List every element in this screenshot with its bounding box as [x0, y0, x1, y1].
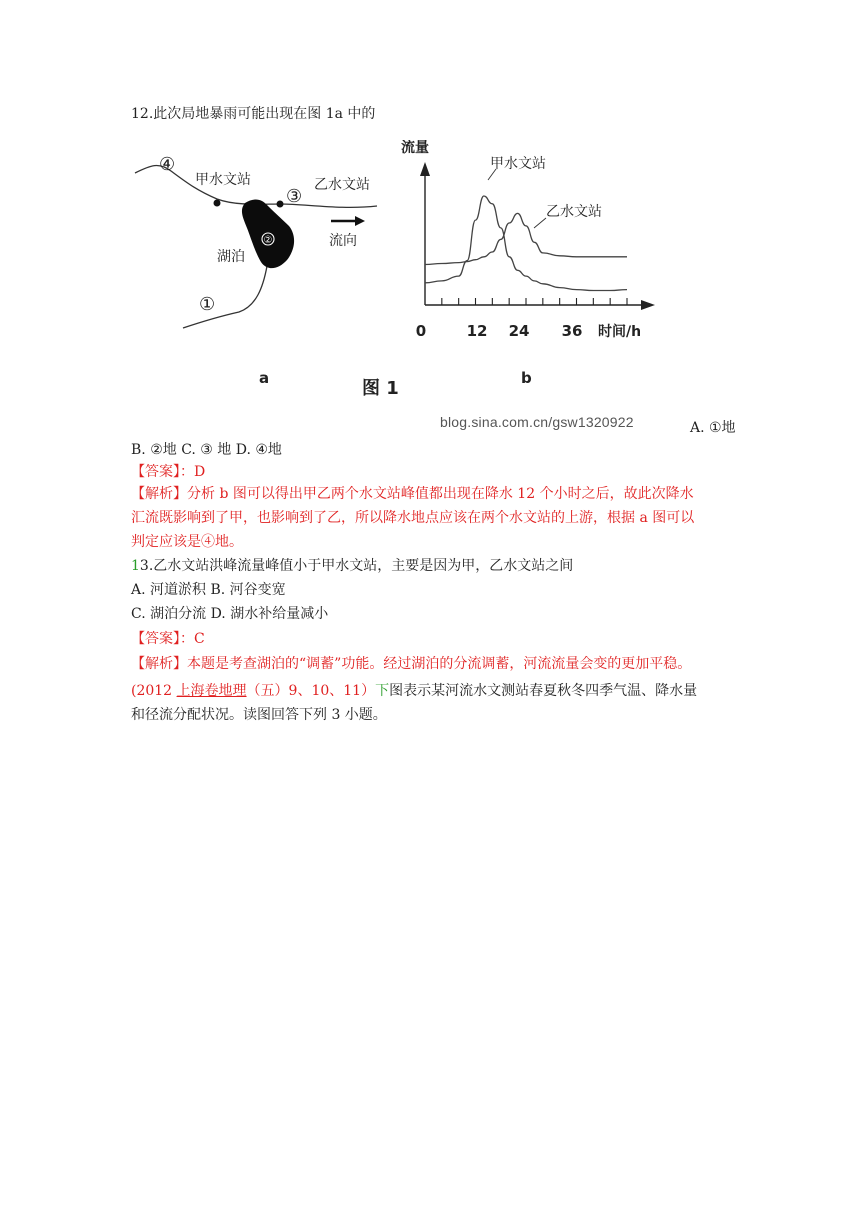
y-axis-arrow: [420, 162, 430, 176]
tributary-river: [183, 266, 267, 328]
q13-stem-number: 1: [131, 558, 140, 574]
station-yi-label: 乙水文站: [314, 177, 370, 193]
q12-options-bcd: B. ②地 C. ③ 地 D. ④地: [131, 442, 282, 458]
site-2-label: ②: [263, 235, 273, 246]
q13-options-ab: A. 河道淤积 B. 河谷变宽: [131, 582, 286, 598]
source-link[interactable]: 上海卷地理: [176, 683, 247, 699]
watermark: blog.sina.com.cn/gsw1320922: [440, 414, 634, 430]
q12-stem: 12.此次局地暴雨可能出现在图 1a 中的: [131, 106, 376, 122]
q12-analysis-line1: 【解析】分析 b 图可以得出甲乙两个水文站峰值都出现在降水 12 个小时之后，故此次降水: [131, 486, 694, 502]
series-line-yi: [425, 213, 627, 264]
figure-1: [131, 140, 731, 440]
flow-direction-label: 流向: [329, 233, 357, 249]
figure-1-svg: [131, 140, 731, 440]
station-jia-label: 甲水文站: [195, 172, 251, 188]
q12-option-a: A. ①地: [690, 420, 736, 436]
x-tick-label-12: 12: [466, 322, 488, 340]
map-panel-label: a: [259, 369, 270, 387]
graph-panel-label: b: [521, 369, 532, 387]
graph-b: [401, 140, 655, 387]
q13-stem-text: 3.乙水文站洪峰流量峰值小于甲水文站，主要是因为甲，乙水文站之间: [139, 558, 574, 574]
site-3-label: ③: [286, 186, 303, 207]
station-yi-dot: [277, 201, 284, 208]
next-section-line2: 和径流分配状况。读图回答下列 3 小题。: [131, 707, 387, 723]
leader-yi: [534, 218, 546, 228]
series-label-jia: 甲水文站: [490, 156, 546, 172]
y-axis-label: 流量: [401, 140, 429, 156]
site-1-label: ①: [199, 294, 216, 315]
figure-caption: 图 1: [362, 378, 399, 399]
x-axis-label: 时间/h: [598, 324, 642, 340]
source-ref: （五）9、10、11）: [246, 683, 376, 699]
x-tick-label-36: 36: [561, 322, 583, 340]
q13-answer: 【答案】：C: [131, 631, 205, 647]
intro-first-char: 下: [375, 683, 390, 699]
intro-text: 图表示某河流水文测站春夏秋冬四季气温、降水量: [389, 683, 698, 699]
q13-options-cd: C. 湖泊分流 D. 湖水补给量减小: [131, 606, 329, 622]
series-label-yi: 乙水文站: [546, 204, 602, 220]
next-section-intro: [131, 681, 697, 701]
site-4-label: ④: [159, 154, 176, 175]
q13-analysis: 【解析】本题是考查湖泊的“调蓄”功能。经过湖泊的分流调蓄，河流流量会变的更加平稳。: [131, 656, 692, 672]
q12-analysis-line3: 判定应该是④地。: [131, 534, 243, 550]
station-jia-dot: [214, 200, 221, 207]
lake-label: 湖泊: [217, 249, 245, 265]
q12-analysis-line2: 汇流既影响到了甲，也影响到了乙，所以降水地点应该在两个水文站的上游，根据 a 图可以: [131, 510, 695, 526]
q12-answer: 【答案】：D: [131, 464, 206, 480]
flow-arrow-head: [355, 216, 365, 226]
x-axis-arrow: [641, 300, 655, 310]
source-prefix: (2012: [131, 683, 177, 699]
q13-stem: [131, 556, 573, 576]
x-tick-label-24: 24: [508, 322, 530, 340]
x-tick-label-0: 0: [415, 322, 427, 340]
x-axis-ticks: [442, 298, 627, 305]
map-a: [135, 154, 377, 387]
